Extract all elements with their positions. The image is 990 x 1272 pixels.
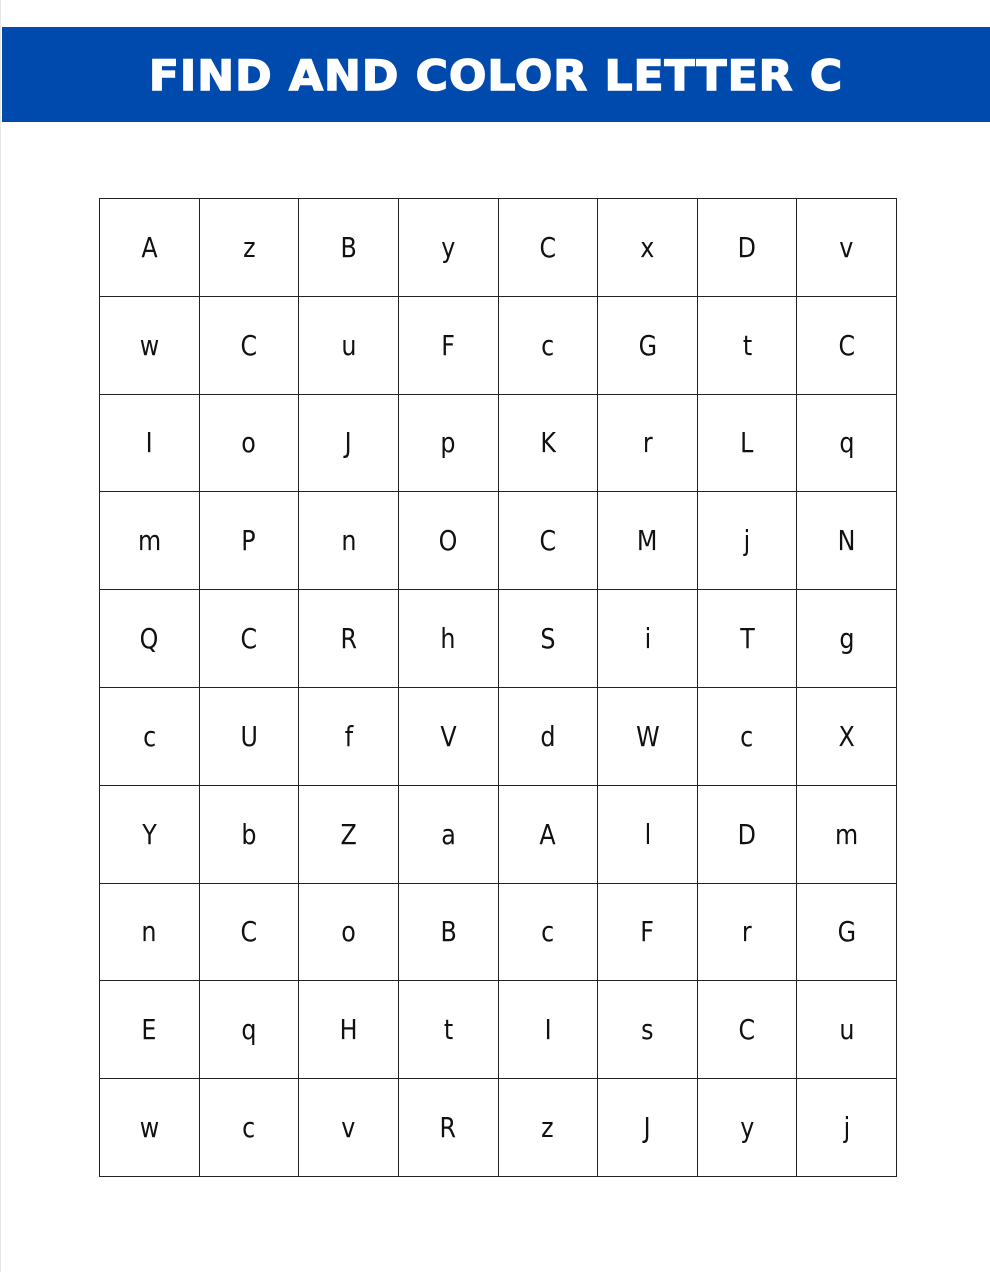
letter-label: K — [540, 426, 556, 460]
letter-cell-r3-c2[interactable] — [200, 395, 300, 493]
letter-cell-r1-c4[interactable] — [399, 199, 499, 297]
letter-label: E — [141, 1013, 157, 1047]
letter-cell-r1-c3[interactable] — [299, 199, 399, 297]
letter-label: x — [640, 230, 655, 264]
letter-cell-r1-c5[interactable] — [499, 199, 599, 297]
letter-label: s — [641, 1013, 654, 1047]
letter-label: z — [541, 1111, 555, 1145]
letter-cell-r4-c2[interactable] — [200, 492, 300, 590]
letter-cell-r3-c6[interactable] — [598, 395, 698, 493]
letter-label: F — [441, 328, 456, 362]
letter-label: C — [240, 622, 258, 656]
letter-label: G — [638, 328, 657, 362]
letter-label: U — [240, 719, 258, 753]
letter-cell-r4-c7[interactable] — [698, 492, 798, 590]
letter-grid — [99, 198, 897, 1177]
letter-cell-r3-c1[interactable] — [100, 395, 200, 493]
letter-cell-r8-c2[interactable] — [200, 884, 300, 982]
letter-label: v — [839, 230, 854, 264]
letter-label: X — [838, 719, 855, 753]
letter-label: j — [843, 1111, 850, 1145]
letter-label: B — [340, 230, 357, 264]
letter-cell-r6-c3[interactable] — [299, 688, 399, 786]
letter-cell-r8-c7[interactable] — [698, 884, 798, 982]
letter-cell-r9-c1[interactable] — [100, 981, 200, 1079]
letter-cell-r4-c4[interactable] — [399, 492, 499, 590]
letter-label: w — [139, 1111, 160, 1145]
letter-label: M — [637, 524, 658, 558]
letter-label: C — [539, 230, 557, 264]
letter-label: c — [541, 915, 555, 949]
letter-label: J — [345, 426, 353, 460]
letter-cell-r1-c2[interactable] — [200, 199, 300, 297]
letter-cell-r4-c1[interactable] — [100, 492, 200, 590]
letter-cell-r10-c4[interactable] — [399, 1079, 499, 1177]
letter-cell-r4-c8[interactable] — [797, 492, 897, 590]
letter-label: L — [740, 426, 754, 460]
letter-cell-r1-c8[interactable] — [797, 199, 897, 297]
letter-cell-r10-c5[interactable] — [499, 1079, 599, 1177]
letter-label: y — [740, 1111, 755, 1145]
letter-label: C — [539, 524, 557, 558]
letter-label: f — [344, 719, 353, 753]
letter-cell-r8-c4[interactable] — [399, 884, 499, 982]
letter-label: r — [742, 915, 752, 949]
letter-label: c — [142, 719, 156, 753]
letter-cell-r8-c5[interactable] — [499, 884, 599, 982]
letter-label: u — [839, 1013, 855, 1047]
letter-label: C — [738, 1013, 756, 1047]
letter-label: w — [139, 328, 160, 362]
letter-cell-r3-c8[interactable] — [797, 395, 897, 493]
letter-label: o — [341, 915, 356, 949]
letter-cell-r10-c6[interactable] — [598, 1079, 698, 1177]
letter-cell-r2-c3[interactable] — [299, 297, 399, 395]
letter-label: D — [737, 230, 757, 264]
letter-cell-r5-c2[interactable] — [200, 590, 300, 688]
letter-cell-r7-c4[interactable] — [399, 786, 499, 884]
letter-label: C — [838, 328, 856, 362]
letter-cell-r5-c4[interactable] — [399, 590, 499, 688]
letter-label: B — [440, 915, 457, 949]
letter-cell-r8-c8[interactable] — [797, 884, 897, 982]
letter-label: O — [438, 524, 458, 558]
letter-cell-r6-c6[interactable] — [598, 688, 698, 786]
letter-cell-r10-c3[interactable] — [299, 1079, 399, 1177]
letter-label: d — [540, 719, 556, 753]
letter-label: m — [835, 817, 859, 851]
letter-cell-r2-c4[interactable] — [399, 297, 499, 395]
letter-cell-r9-c2[interactable] — [200, 981, 300, 1079]
letter-label: l — [644, 817, 651, 851]
letter-label: i — [644, 622, 651, 656]
letter-label: q — [839, 426, 855, 460]
letter-cell-r5-c6[interactable] — [598, 590, 698, 688]
page-edge — [0, 0, 1, 1272]
letter-cell-r4-c6[interactable] — [598, 492, 698, 590]
letter-cell-r7-c8[interactable] — [797, 786, 897, 884]
letter-label: h — [440, 622, 456, 656]
letter-label: n — [341, 524, 357, 558]
letter-label: V — [440, 719, 457, 753]
letter-cell-r8-c6[interactable] — [598, 884, 698, 982]
letter-cell-r9-c3[interactable] — [299, 981, 399, 1079]
page-title: FIND AND COLOR LETTER C — [148, 52, 844, 101]
letter-label: t — [443, 1013, 453, 1047]
letter-label: p — [440, 426, 456, 460]
letter-label: J — [643, 1111, 651, 1145]
letter-label: Y — [142, 817, 157, 851]
letter-label: b — [241, 817, 257, 851]
letter-cell-r8-c3[interactable] — [299, 884, 399, 982]
letter-cell-r10-c1[interactable] — [100, 1079, 200, 1177]
letter-cell-r5-c3[interactable] — [299, 590, 399, 688]
letter-label: C — [240, 328, 258, 362]
letter-label: W — [635, 719, 660, 753]
letter-cell-r7-c3[interactable] — [299, 786, 399, 884]
letter-label: Q — [139, 622, 159, 656]
letter-cell-r3-c7[interactable] — [698, 395, 798, 493]
letter-label: n — [141, 915, 157, 949]
letter-label: P — [241, 524, 257, 558]
letter-label: R — [439, 1111, 457, 1145]
letter-cell-r6-c7[interactable] — [698, 688, 798, 786]
letter-cell-r6-c5[interactable] — [499, 688, 599, 786]
letter-cell-r10-c2[interactable] — [200, 1079, 300, 1177]
letter-cell-r3-c5[interactable] — [499, 395, 599, 493]
letter-label: a — [440, 817, 456, 851]
letter-cell-r1-c7[interactable] — [698, 199, 798, 297]
letter-cell-r5-c8[interactable] — [797, 590, 897, 688]
letter-cell-r9-c7[interactable] — [698, 981, 798, 1079]
letter-cell-r6-c8[interactable] — [797, 688, 897, 786]
letter-cell-r2-c2[interactable] — [200, 297, 300, 395]
letter-cell-r7-c5[interactable] — [499, 786, 599, 884]
letter-cell-r6-c4[interactable] — [399, 688, 499, 786]
letter-label: F — [640, 915, 655, 949]
letter-label: c — [740, 719, 754, 753]
letter-cell-r1-c6[interactable] — [598, 199, 698, 297]
letter-cell-r3-c4[interactable] — [399, 395, 499, 493]
letter-cell-r5-c1[interactable] — [100, 590, 200, 688]
letter-label: m — [137, 524, 161, 558]
letter-label: c — [242, 1111, 256, 1145]
letter-cell-r7-c2[interactable] — [200, 786, 300, 884]
letter-cell-r7-c7[interactable] — [698, 786, 798, 884]
letter-cell-r2-c6[interactable] — [598, 297, 698, 395]
letter-label: D — [737, 817, 757, 851]
letter-label: r — [642, 426, 653, 460]
letter-label: S — [540, 622, 556, 656]
letter-label: z — [242, 230, 256, 264]
letter-cell-r9-c5[interactable] — [499, 981, 599, 1079]
letter-label: A — [539, 817, 556, 851]
letter-label: u — [341, 328, 357, 362]
letter-label: o — [241, 426, 257, 460]
letter-cell-r8-c1[interactable] — [100, 884, 200, 982]
letter-cell-r9-c4[interactable] — [399, 981, 499, 1079]
letter-label: I — [145, 426, 153, 460]
letter-label: y — [441, 230, 456, 264]
letter-cell-r9-c6[interactable] — [598, 981, 698, 1079]
letter-label: G — [837, 915, 856, 949]
letter-cell-r10-c7[interactable] — [698, 1079, 798, 1177]
letter-label: C — [240, 915, 258, 949]
letter-label: Z — [340, 817, 357, 851]
letter-cell-r6-c2[interactable] — [200, 688, 300, 786]
letter-cell-r4-c3[interactable] — [299, 492, 399, 590]
letter-cell-r5-c5[interactable] — [499, 590, 599, 688]
letter-cell-r9-c8[interactable] — [797, 981, 897, 1079]
letter-label: I — [544, 1013, 552, 1047]
letter-cell-r6-c1[interactable] — [100, 688, 200, 786]
letter-cell-r2-c8[interactable] — [797, 297, 897, 395]
letter-cell-r10-c8[interactable] — [797, 1079, 897, 1177]
letter-label: c — [541, 328, 555, 362]
letter-label: t — [742, 328, 752, 362]
title-banner — [2, 27, 990, 122]
letter-label: T — [739, 622, 755, 656]
letter-cell-r2-c1[interactable] — [100, 297, 200, 395]
letter-cell-r5-c7[interactable] — [698, 590, 798, 688]
letter-label: j — [743, 524, 751, 558]
letter-label: A — [141, 230, 158, 264]
letter-label: H — [339, 1013, 358, 1047]
letter-cell-r4-c5[interactable] — [499, 492, 599, 590]
letter-label: N — [837, 524, 856, 558]
letter-label: q — [241, 1013, 257, 1047]
letter-cell-r2-c5[interactable] — [499, 297, 599, 395]
letter-label: R — [340, 622, 357, 656]
letter-label: g — [839, 622, 855, 656]
letter-cell-r1-c1[interactable] — [100, 199, 200, 297]
letter-cell-r2-c7[interactable] — [698, 297, 798, 395]
letter-cell-r3-c3[interactable] — [299, 395, 399, 493]
letter-cell-r7-c1[interactable] — [100, 786, 200, 884]
letter-label: v — [341, 1111, 356, 1145]
letter-cell-r7-c6[interactable] — [598, 786, 698, 884]
